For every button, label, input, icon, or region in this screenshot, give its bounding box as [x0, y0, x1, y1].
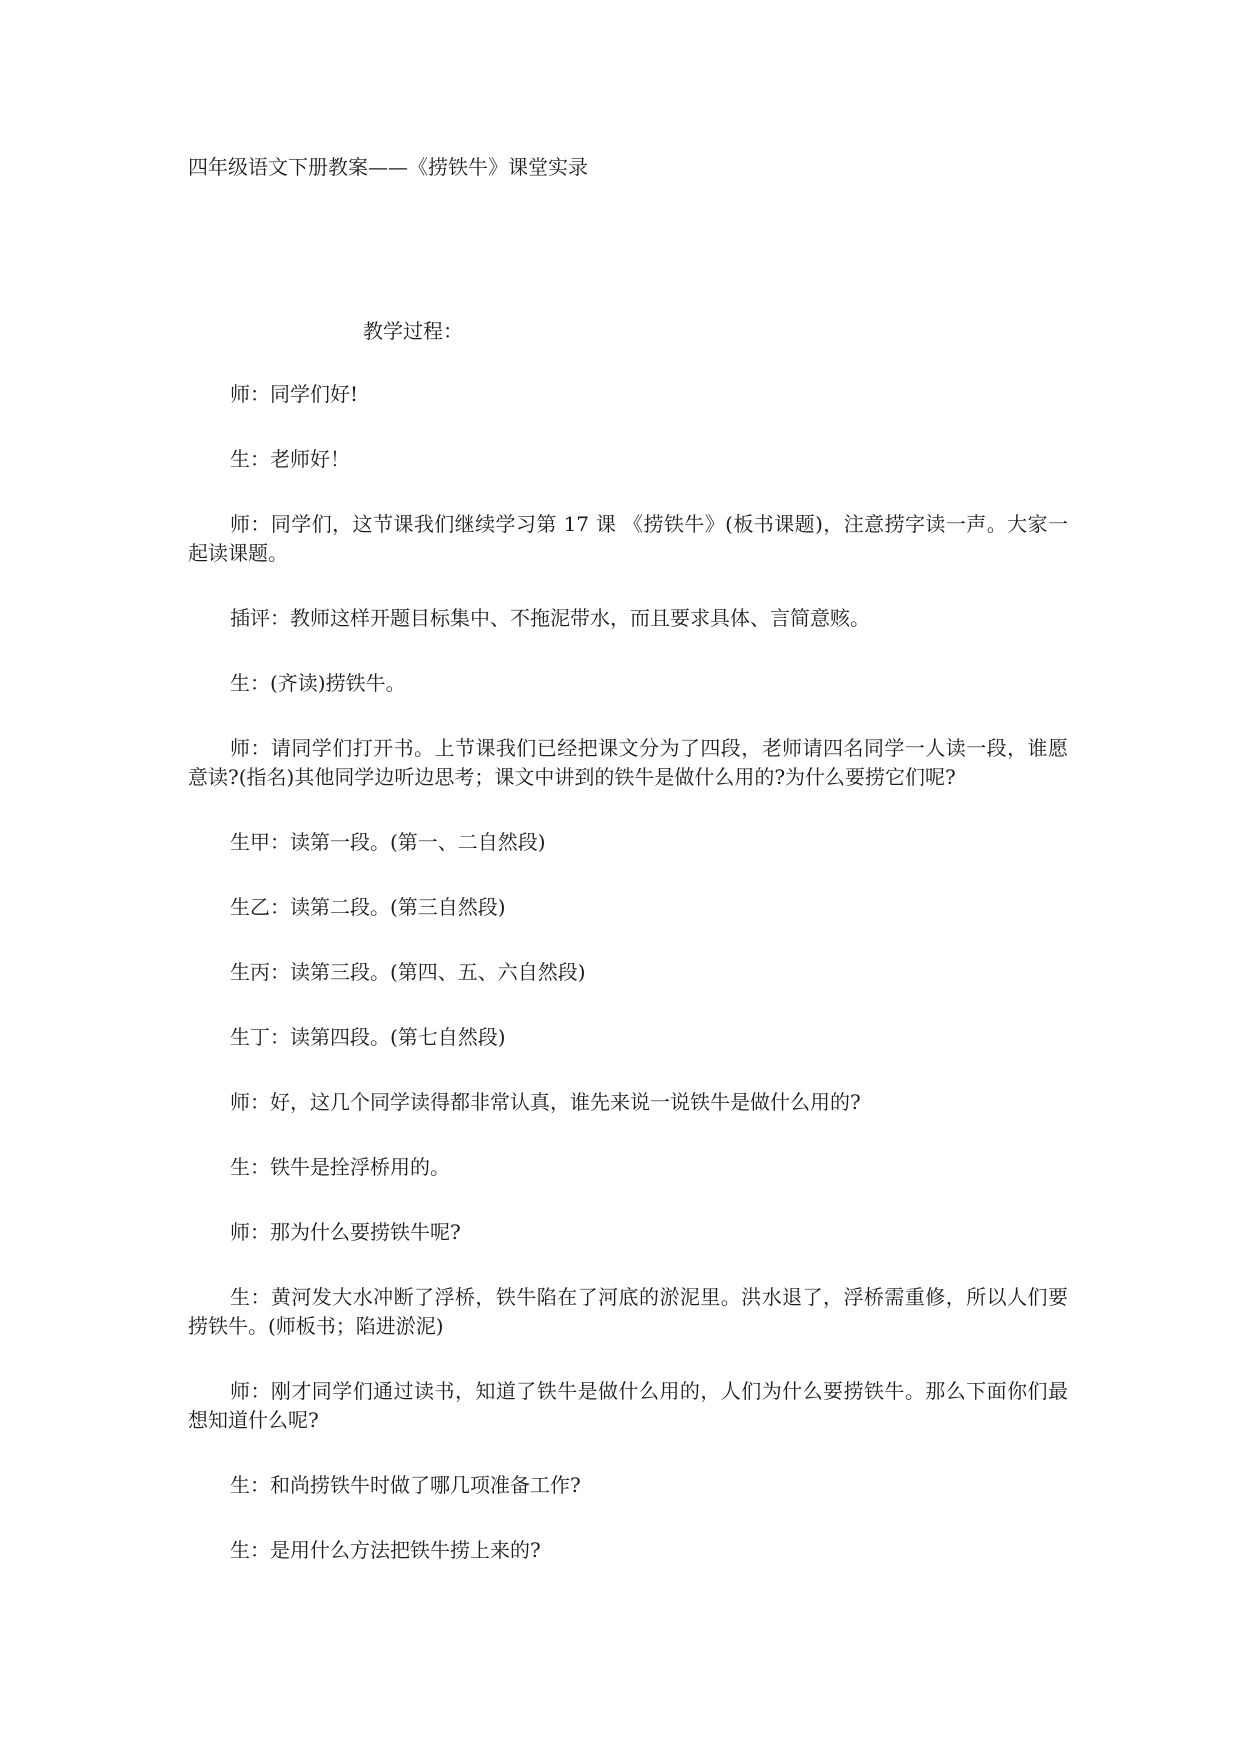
dialogue-body	[188, 380, 1068, 1601]
paragraph: 生甲：读第一段。(第一、二自然段)	[230, 830, 546, 854]
paragraph: 师：同学们好!	[230, 382, 359, 406]
paragraph: 师：好，这几个同学读得都非常认真，谁先来说一说铁牛是做什么用的?	[230, 1090, 861, 1114]
paragraph: 生：是用什么方法把铁牛捞上来的?	[230, 1538, 541, 1562]
paragraph: 师：同学们，这节课我们继续学习第 17 课 《捞铁牛》(板书课题)，注意捞字读一声。大家一起读课题。	[188, 512, 1068, 565]
paragraph: 生：和尚捞铁牛时做了哪几项准备工作?	[230, 1473, 581, 1497]
paragraph: 生乙：读第二段。(第三自然段)	[230, 895, 506, 919]
paragraph: 师：请同学们打开书。上节课我们已经把课文分为了四段，老师请四名同学一人读一段，谁愿意读?(指名)其他同学边听边思考；课文中讲到的铁牛是做什么用的?为什么要捞它们呢?	[188, 736, 1068, 789]
paragraph: 生：(齐读)捞铁牛。	[230, 671, 406, 695]
paragraph: 生：老师好！	[230, 447, 350, 471]
paragraph: 生丁：读第四段。(第七自然段)	[230, 1025, 506, 1049]
paragraph: 师：那为什么要捞铁牛呢?	[230, 1220, 461, 1244]
paragraph: 师：刚才同学们通过读书，知道了铁牛是做什么用的，人们为什么要捞铁牛。那么下面你们最想知道什么呢?	[188, 1379, 1068, 1432]
paragraph: 生：黄河发大水冲断了浮桥，铁牛陷在了河底的淤泥里。洪水退了，浮桥需重修，所以人们要捞铁牛。(师板书；陷进淤泥)	[188, 1285, 1068, 1338]
document-title: 四年级语文下册教案——《捞铁牛》课堂实录	[188, 155, 588, 179]
paragraph: 生丙：读第三段。(第四、五、六自然段)	[230, 960, 586, 984]
paragraph: 生：铁牛是拴浮桥用的。	[230, 1155, 450, 1179]
section-heading: 教学过程：	[363, 319, 463, 343]
paragraph: 插评：教师这样开题目标集中、不拖泥带水，而且要求具体、言简意赅。	[230, 606, 870, 630]
